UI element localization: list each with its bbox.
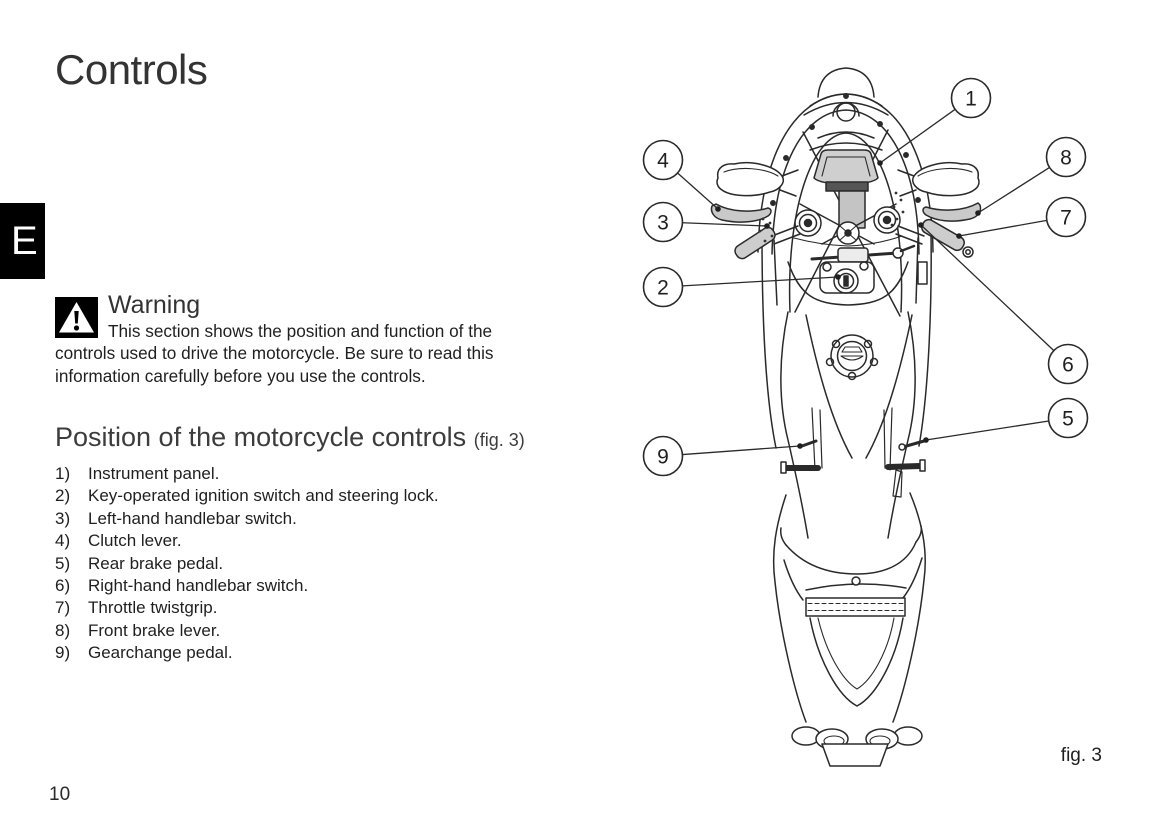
controls-list <box>55 463 439 665</box>
front-brake-lever <box>923 203 981 221</box>
control-list-number: 7) <box>55 598 71 618</box>
control-list-item <box>55 508 439 530</box>
callout-leader-line <box>921 225 1054 351</box>
control-list-label: Left-hand handlebar switch. <box>88 508 297 528</box>
fuel-tank <box>781 262 922 574</box>
control-list-number: 6) <box>55 576 71 596</box>
control-list-number: 9) <box>55 643 71 663</box>
page-title: Controls <box>55 46 208 93</box>
callout-number: 9 <box>657 445 669 469</box>
callout-leader-line <box>959 220 1047 236</box>
warning-body: This section shows the position and function of the controls used to drive the motorcycle. Be sure to read this information carefully before you use the controls. <box>55 321 494 386</box>
callout-number: 3 <box>657 211 669 235</box>
callout-leader-line <box>978 167 1050 213</box>
control-list-label: Throttle twistgrip. <box>88 598 218 618</box>
motorcycle-diagram <box>600 55 1140 785</box>
callout-1 <box>877 79 990 166</box>
control-list-item <box>55 530 439 552</box>
exhaust-tips <box>792 727 922 766</box>
seat-tail <box>774 493 926 722</box>
figure-reference: (fig. 3) <box>473 430 525 450</box>
callout-leader-line <box>682 446 800 455</box>
callout-number: 4 <box>657 149 669 173</box>
control-list-item <box>55 485 439 507</box>
front-cowl <box>804 68 888 115</box>
control-list-number: 3) <box>55 508 71 528</box>
control-list-label: Key-operated ignition switch and steering lock. <box>88 486 439 506</box>
control-list-number: 1) <box>55 464 71 483</box>
control-list-number: 5) <box>55 553 71 573</box>
control-list-item <box>55 553 439 575</box>
control-list-number: 8) <box>55 620 71 640</box>
left-footpeg-gearchange <box>781 408 822 473</box>
control-list-item <box>55 575 439 597</box>
callout-number: 2 <box>657 276 669 300</box>
throttle-twistgrip <box>920 217 973 257</box>
warning-heading: Warning <box>108 291 201 319</box>
callout-target-dot <box>975 210 981 216</box>
section-tab: E <box>0 203 45 279</box>
callout-leader-line <box>682 223 767 226</box>
callout-5 <box>923 399 1087 443</box>
callout-target-dot <box>764 223 770 229</box>
callout-leader-line <box>678 173 718 209</box>
control-list-item <box>55 642 439 664</box>
callout-4 <box>644 141 721 212</box>
callout-number: 7 <box>1060 206 1072 230</box>
callout-leader-line <box>880 109 955 163</box>
callout-leader-line <box>682 277 838 286</box>
callout-target-dot <box>956 233 962 239</box>
warning-block <box>55 290 555 387</box>
control-list-item <box>55 597 439 619</box>
fuel-filler-cap <box>827 335 878 380</box>
callout-number: 1 <box>965 87 977 111</box>
control-list-label: Gearchange pedal. <box>88 643 233 663</box>
control-list-label: Front brake lever. <box>88 620 221 640</box>
control-list-number: 2) <box>55 486 71 506</box>
callout-number: 8 <box>1060 146 1072 170</box>
section-heading <box>55 422 525 453</box>
callout-target-dot <box>797 443 803 449</box>
callout-target-dot <box>918 222 924 228</box>
callout-2 <box>644 268 841 307</box>
control-list-label: Clutch lever. <box>88 531 182 551</box>
control-list-number: 4) <box>55 531 71 551</box>
callout-target-dot <box>835 274 841 280</box>
callout-target-dot <box>877 160 883 166</box>
page-number: 10 <box>49 784 71 805</box>
callout-number: 5 <box>1062 407 1074 431</box>
callout-6 <box>918 222 1087 383</box>
section-heading-text: Position of the motorcycle controls <box>55 422 467 452</box>
callout-number: 6 <box>1062 353 1074 377</box>
control-list-item <box>55 463 439 485</box>
callout-leader-line <box>926 421 1049 440</box>
callout-target-dot <box>715 206 721 212</box>
warning-triangle-icon <box>55 297 98 338</box>
control-list-label: Right-hand handlebar switch. <box>88 576 309 596</box>
figure-label: fig. 3 <box>1060 745 1102 766</box>
control-list-label: Instrument panel. <box>88 464 220 483</box>
left-handlebar-grip <box>733 225 778 261</box>
callout-target-dot <box>923 437 929 443</box>
control-list-label: Rear brake pedal. <box>88 553 224 573</box>
callout-9 <box>644 437 803 476</box>
control-list-item <box>55 620 439 642</box>
